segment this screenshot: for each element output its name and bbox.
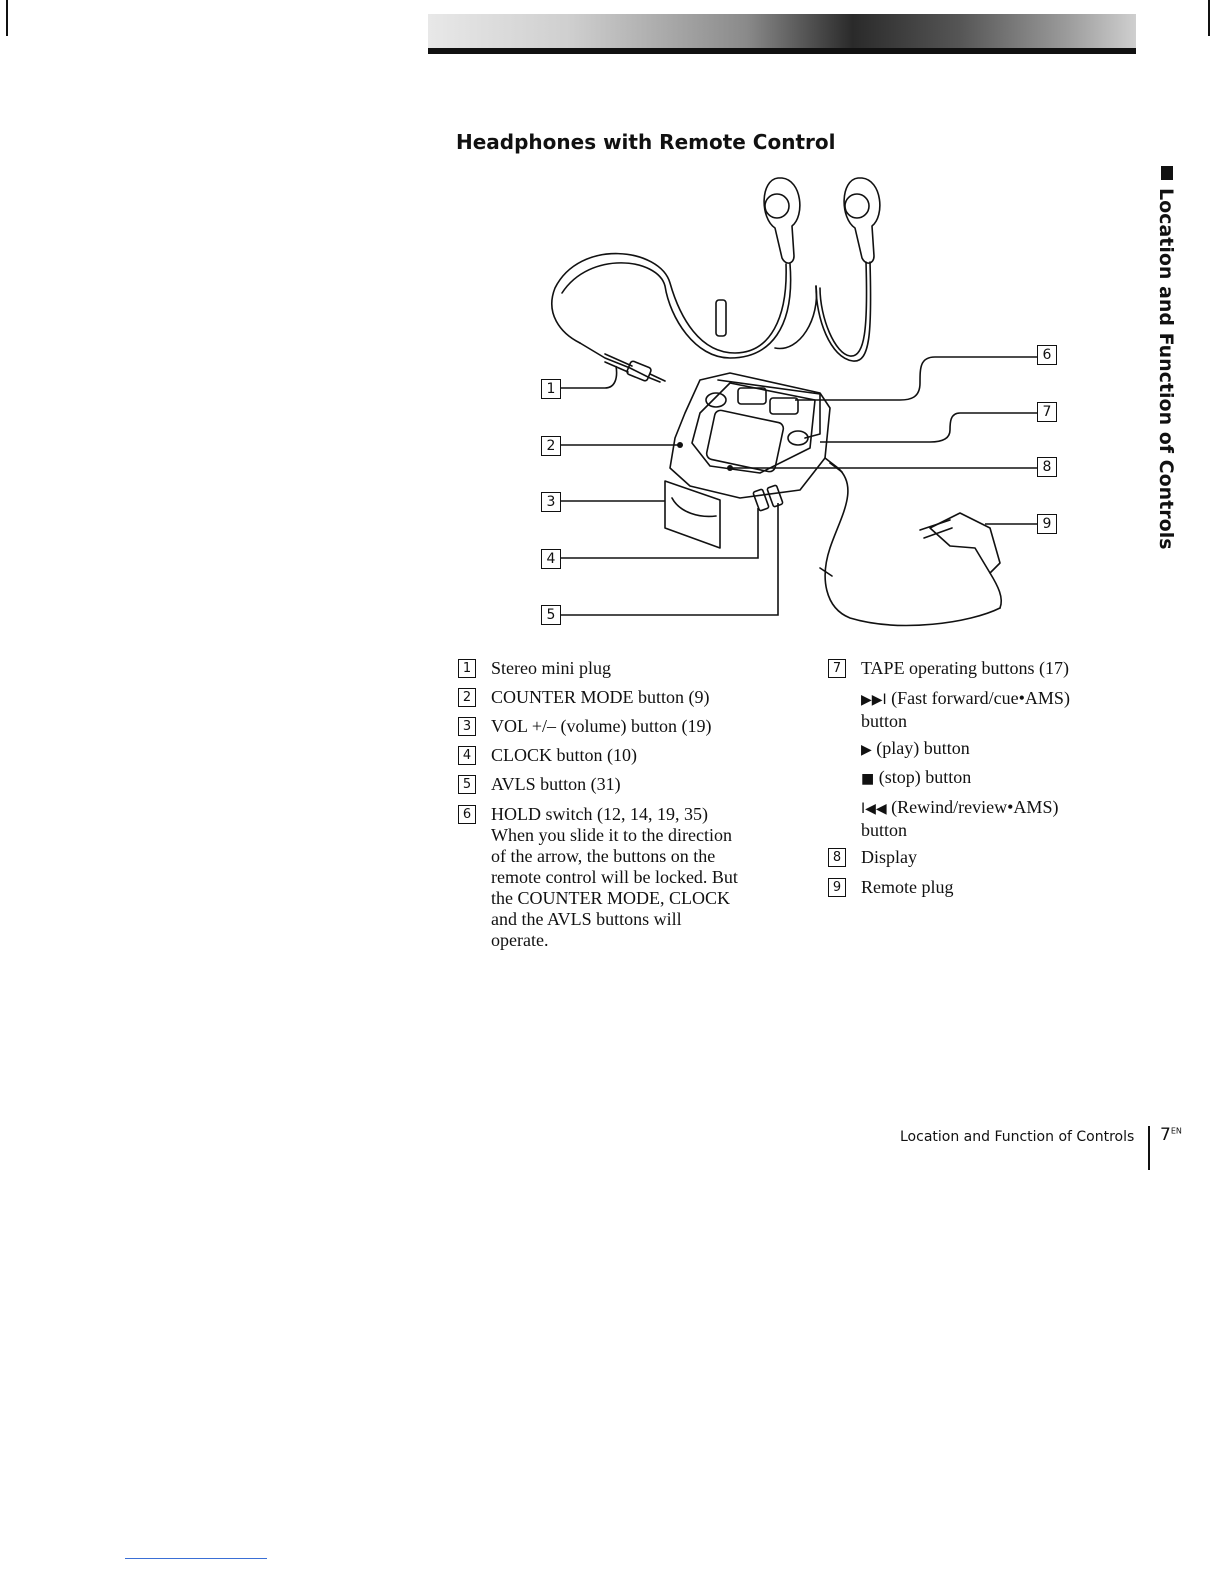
page-number-value: 7	[1160, 1125, 1171, 1145]
legend-number: 9	[828, 878, 846, 897]
callout-6: 6	[1037, 345, 1057, 365]
page-number-suffix: EN	[1170, 1126, 1182, 1136]
legend-number: 7	[828, 659, 846, 678]
hold-description-line: When you slide it to the direction	[491, 825, 732, 845]
scan-artifact-line	[125, 1558, 267, 1559]
legend-text: Stereo mini plug	[491, 658, 611, 678]
callout-3: 3	[541, 492, 561, 512]
side-tab-label: Location and Function of Controls	[1155, 188, 1177, 550]
legend-text: TAPE operating buttons (17)	[861, 658, 1070, 678]
hold-description-line: remote control will be locked. But	[491, 867, 738, 887]
side-tab-marker	[1161, 166, 1173, 180]
legend-number: 5	[458, 775, 476, 794]
callout-2: 2	[541, 436, 561, 456]
left-earbud	[764, 178, 800, 263]
legend-right	[828, 658, 1128, 908]
legend-text: Display	[861, 847, 917, 867]
legend-text: AVLS button (31)	[491, 774, 621, 794]
footer-rule	[1148, 1126, 1150, 1170]
legend-number: 2	[458, 688, 476, 707]
legend-number: 3	[458, 717, 476, 736]
fast-forward-icon: ▶▶I	[861, 692, 887, 708]
tape-button-play	[861, 738, 1121, 761]
section-title: Headphones with Remote Control	[456, 130, 836, 154]
crop-mark-left	[6, 0, 8, 36]
tape-button-stop	[861, 767, 1121, 790]
header-bar	[428, 14, 1136, 54]
tape-button-label: button	[861, 820, 908, 840]
page-number	[1160, 1125, 1182, 1145]
callout-9: 9	[1037, 514, 1057, 534]
headphones-remote-illustration	[520, 168, 1080, 638]
rewind-icon: I◀◀	[861, 801, 887, 817]
tape-button-label: (play) button	[876, 738, 970, 758]
hold-description-line: and the AVLS buttons will	[491, 909, 682, 929]
legend-number: 4	[458, 746, 476, 765]
legend-number: 1	[458, 659, 476, 678]
tape-button-label: button	[861, 711, 908, 731]
legend-text: HOLD switch (12, 14, 19, 35)	[491, 804, 708, 824]
hold-description-line: operate.	[491, 930, 549, 950]
legend-text: VOL +/– (volume) button (19)	[491, 716, 712, 736]
hold-description-line: the COUNTER MODE, CLOCK	[491, 888, 730, 908]
hold-description-line: of the arrow, the buttons on the	[491, 846, 716, 866]
legend-left	[458, 658, 788, 958]
display-marker	[727, 465, 733, 471]
right-earbud	[844, 178, 880, 263]
callout-1: 1	[541, 379, 561, 399]
tape-button-rewind	[861, 797, 1121, 841]
callout-7: 7	[1037, 402, 1057, 422]
legend-text: COUNTER MODE button (9)	[491, 687, 710, 707]
tape-button-label: (Fast forward/cue•AMS)	[891, 688, 1070, 708]
counter-mode-marker	[677, 442, 683, 448]
legend-text: Remote plug	[861, 877, 954, 897]
callout-4: 4	[541, 549, 561, 569]
tape-button-label: (stop) button	[878, 767, 972, 787]
legend-text: CLOCK button (10)	[491, 745, 637, 765]
crop-mark-right	[1208, 0, 1210, 36]
callout-5: 5	[541, 605, 561, 625]
play-icon: ▶	[861, 742, 872, 758]
stop-icon: ■	[861, 771, 875, 787]
tape-button-label: (Rewind/review•AMS)	[891, 797, 1059, 817]
footer-section-label: Location and Function of Controls	[900, 1129, 1135, 1145]
legend-number: 6	[458, 805, 476, 824]
side-tab	[1155, 166, 1181, 550]
tape-button-fast-forward	[861, 688, 1121, 732]
legend-number: 8	[828, 848, 846, 867]
hold-description	[491, 825, 781, 951]
callout-8: 8	[1037, 457, 1057, 477]
